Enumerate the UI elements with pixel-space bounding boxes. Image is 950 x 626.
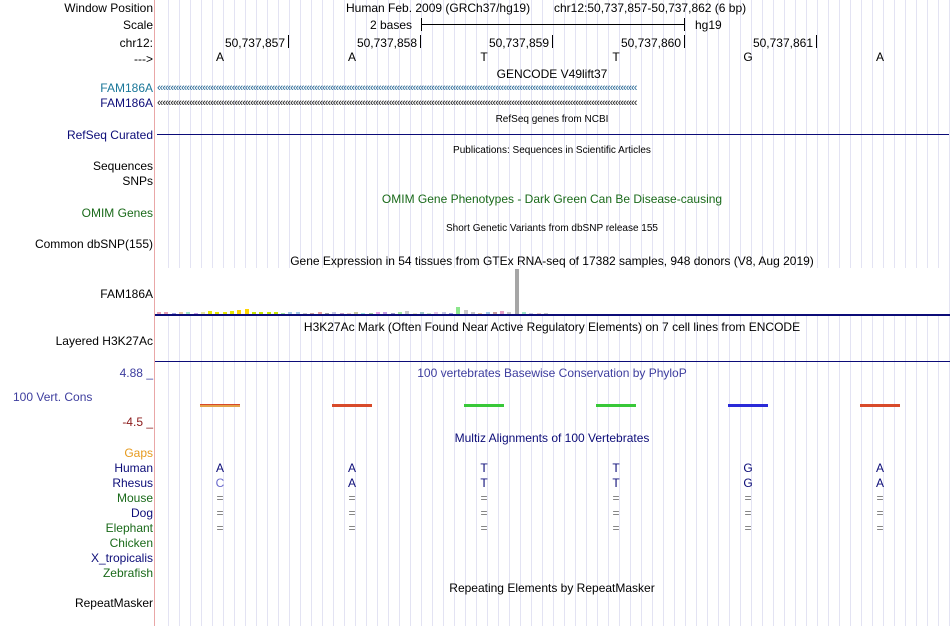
multiz-aligned-base: =: [480, 491, 488, 505]
chrom-position-label: 50,737,857: [224, 36, 285, 50]
omim-track-title[interactable]: OMIM Gene Phenotypes - Dark Green Can Be Disease-causing: [381, 192, 723, 206]
multiz-aligned-base: G: [743, 461, 753, 475]
multiz-species-label[interactable]: Human: [114, 461, 153, 475]
publications-track-title[interactable]: Publications: Sequences in Scientific Articles: [453, 145, 651, 156]
chrom-position-label: 50,737,858: [356, 36, 417, 50]
phylop-label[interactable]: 100 Vert. Cons: [13, 390, 93, 404]
phylop-score-mark[interactable]: [860, 404, 900, 407]
dbsnp-track-title[interactable]: Short Genetic Variants from dbSNP release 155: [446, 223, 658, 234]
scale-label: Scale: [122, 18, 153, 32]
multiz-species-label[interactable]: Mouse: [116, 491, 153, 505]
phylop-score-mark[interactable]: [728, 404, 768, 407]
h3k27ac-label[interactable]: Layered H3K27Ac: [55, 334, 153, 348]
multiz-aligned-base: =: [744, 491, 752, 505]
gencode-item-2-label[interactable]: FAM186A: [100, 96, 153, 110]
phylop-score-mark[interactable]: [596, 404, 636, 407]
h3k27ac-track-title[interactable]: H3K27Ac Mark (Often Found Near Active Regulatory Elements) on 7 cell lines from ENCODE: [303, 320, 801, 334]
gencode-track-title[interactable]: GENCODE V49lift37: [496, 67, 608, 81]
dbsnp-label[interactable]: Common dbSNP(155): [34, 237, 153, 251]
multiz-aligned-base: =: [876, 521, 884, 535]
multiz-aligned-base: =: [876, 506, 884, 520]
chrom-position-label: 50,737,860: [620, 36, 681, 50]
multiz-aligned-base: =: [216, 506, 224, 520]
multiz-aligned-base: =: [216, 521, 224, 535]
multiz-aligned-base: G: [743, 476, 753, 490]
multiz-track-title[interactable]: Multiz Alignments of 100 Vertebrates: [454, 431, 650, 445]
multiz-aligned-base: =: [348, 491, 356, 505]
multiz-aligned-base: =: [744, 521, 752, 535]
scale-db: hg19: [695, 18, 722, 32]
multiz-aligned-base: C: [215, 476, 225, 490]
multiz-aligned-base: =: [876, 491, 884, 505]
gtex-baseline: [155, 314, 950, 316]
assembly-text: Human Feb. 2009 (GRCh37/hg19): [346, 1, 531, 15]
scale-bar: [421, 24, 685, 25]
reference-base: G: [743, 50, 753, 64]
phylop-score-mark[interactable]: [464, 404, 504, 407]
reference-base: A: [875, 50, 885, 64]
label-divider: [154, 0, 155, 626]
chrom-position-label: 50,737,859: [488, 36, 549, 50]
strand-label: --->: [134, 52, 153, 66]
gencode-item-1-feature[interactable]: ‹‹‹‹‹‹‹‹‹‹‹‹‹‹‹‹‹‹‹‹‹‹‹‹‹‹‹‹‹‹‹‹‹‹‹‹‹‹‹‹‹‹‹‹‹‹‹‹‹‹‹‹‹‹‹‹‹‹‹‹‹‹‹‹‹‹‹‹‹‹‹‹‹‹‹‹‹‹‹‹‹‹‹‹‹‹‹‹‹‹‹‹‹‹‹‹‹‹‹‹‹‹‹‹‹‹‹‹‹‹‹‹‹‹‹‹‹‹‹‹‹‹‹‹‹‹‹‹‹‹‹‹‹‹‹‹‹‹‹‹‹‹‹‹‹‹‹‹‹‹‹‹‹‹‹‹‹‹‹‹‹‹‹‹‹‹‹‹‹‹‹‹‹‹‹‹‹‹‹‹: [157, 84, 637, 92]
phylop-min-label: -4.5 _: [122, 415, 153, 429]
chrom-position-tick: [684, 35, 685, 48]
multiz-aligned-base: A: [347, 461, 357, 475]
repeatmasker-label[interactable]: RepeatMasker: [74, 596, 153, 610]
refseq-label[interactable]: RefSeq Curated: [66, 128, 153, 142]
multiz-aligned-base: A: [215, 461, 225, 475]
multiz-aligned-base: =: [612, 521, 620, 535]
multiz-aligned-base: A: [875, 476, 885, 490]
reference-base: A: [215, 50, 225, 64]
scale-bar-right-tick: [684, 18, 685, 31]
multiz-aligned-base: =: [612, 491, 620, 505]
multiz-aligned-base: =: [612, 506, 620, 520]
gtex-tissue-bar[interactable]: [515, 269, 519, 314]
position-text: chr12:50,737,857-50,737,862 (6 bp): [554, 1, 747, 15]
phylop-track-title[interactable]: 100 vertebrates Basewise Conservation by PhyloP: [417, 366, 687, 380]
gtex-track-title[interactable]: Gene Expression in 54 tissues from GTEx RNA-seq of 17382 samples, 948 donors (V8, Aug 2019): [290, 254, 814, 268]
gencode-item-1-label[interactable]: FAM186A: [100, 81, 153, 95]
gencode-item-2-feature[interactable]: ‹‹‹‹‹‹‹‹‹‹‹‹‹‹‹‹‹‹‹‹‹‹‹‹‹‹‹‹‹‹‹‹‹‹‹‹‹‹‹‹‹‹‹‹‹‹‹‹‹‹‹‹‹‹‹‹‹‹‹‹‹‹‹‹‹‹‹‹‹‹‹‹‹‹‹‹‹‹‹‹‹‹‹‹‹‹‹‹‹‹‹‹‹‹‹‹‹‹‹‹‹‹‹‹‹‹‹‹‹‹‹‹‹‹‹‹‹‹‹‹‹‹‹‹‹‹‹‹‹‹‹‹‹‹‹‹‹‹‹‹‹‹‹‹‹‹‹‹‹‹‹‹‹‹‹‹‹‹‹‹‹‹‹‹‹‹‹‹‹‹‹‹‹‹‹‹‹‹‹‹: [157, 99, 637, 107]
scale-text: 2 bases: [370, 18, 413, 32]
reference-base: T: [612, 50, 620, 64]
multiz-species-label[interactable]: X_tropicalis: [90, 551, 153, 565]
multiz-species-label[interactable]: Rhesus: [112, 476, 153, 490]
gtex-bar-chart[interactable]: [157, 268, 949, 314]
publications-snps-label[interactable]: SNPs: [122, 174, 153, 188]
h3k27ac-baseline: [155, 361, 950, 362]
chrom-position-tick: [552, 35, 553, 48]
multiz-aligned-base: =: [480, 521, 488, 535]
refseq-track-title[interactable]: RefSeq genes from NCBI: [495, 114, 609, 125]
chrom-position-tick: [420, 35, 421, 48]
chrom-position-label: 50,737,861: [752, 36, 813, 50]
multiz-aligned-base: =: [348, 521, 356, 535]
multiz-aligned-base: T: [480, 476, 488, 490]
multiz-species-label[interactable]: Dog: [130, 506, 153, 520]
multiz-aligned-base: A: [875, 461, 885, 475]
chrom-label: chr12:: [119, 36, 153, 50]
repeatmasker-track-title[interactable]: Repeating Elements by RepeatMasker: [449, 581, 655, 595]
multiz-aligned-base: =: [216, 491, 224, 505]
phylop-score-mark[interactable]: [200, 404, 240, 407]
chrom-position-tick: [816, 35, 817, 48]
gtex-tissue-bar[interactable]: [456, 307, 460, 314]
multiz-aligned-base: =: [348, 506, 356, 520]
reference-base: A: [347, 50, 357, 64]
multiz-aligned-base: =: [744, 506, 752, 520]
multiz-aligned-base: T: [480, 461, 488, 475]
refseq-feature-line[interactable]: [157, 134, 949, 135]
phylop-max-label: 4.88 _: [119, 366, 153, 380]
multiz-aligned-base: A: [347, 476, 357, 490]
chrom-position-tick: [288, 35, 289, 48]
multiz-species-label[interactable]: Elephant: [105, 521, 153, 535]
multiz-species-label[interactable]: Gaps: [124, 446, 153, 460]
window-position-label: Window Position: [64, 1, 153, 15]
reference-base: T: [480, 50, 488, 64]
multiz-species-label[interactable]: Chicken: [109, 536, 153, 550]
omim-label[interactable]: OMIM Genes: [81, 206, 153, 220]
multiz-aligned-base: T: [612, 476, 620, 490]
phylop-score-mark[interactable]: [332, 404, 372, 407]
publications-sequences-label[interactable]: Sequences: [92, 159, 153, 173]
multiz-species-label[interactable]: Zebrafish: [102, 566, 153, 580]
gtex-label[interactable]: FAM186A: [100, 287, 153, 301]
multiz-aligned-base: T: [612, 461, 620, 475]
multiz-aligned-base: =: [480, 506, 488, 520]
